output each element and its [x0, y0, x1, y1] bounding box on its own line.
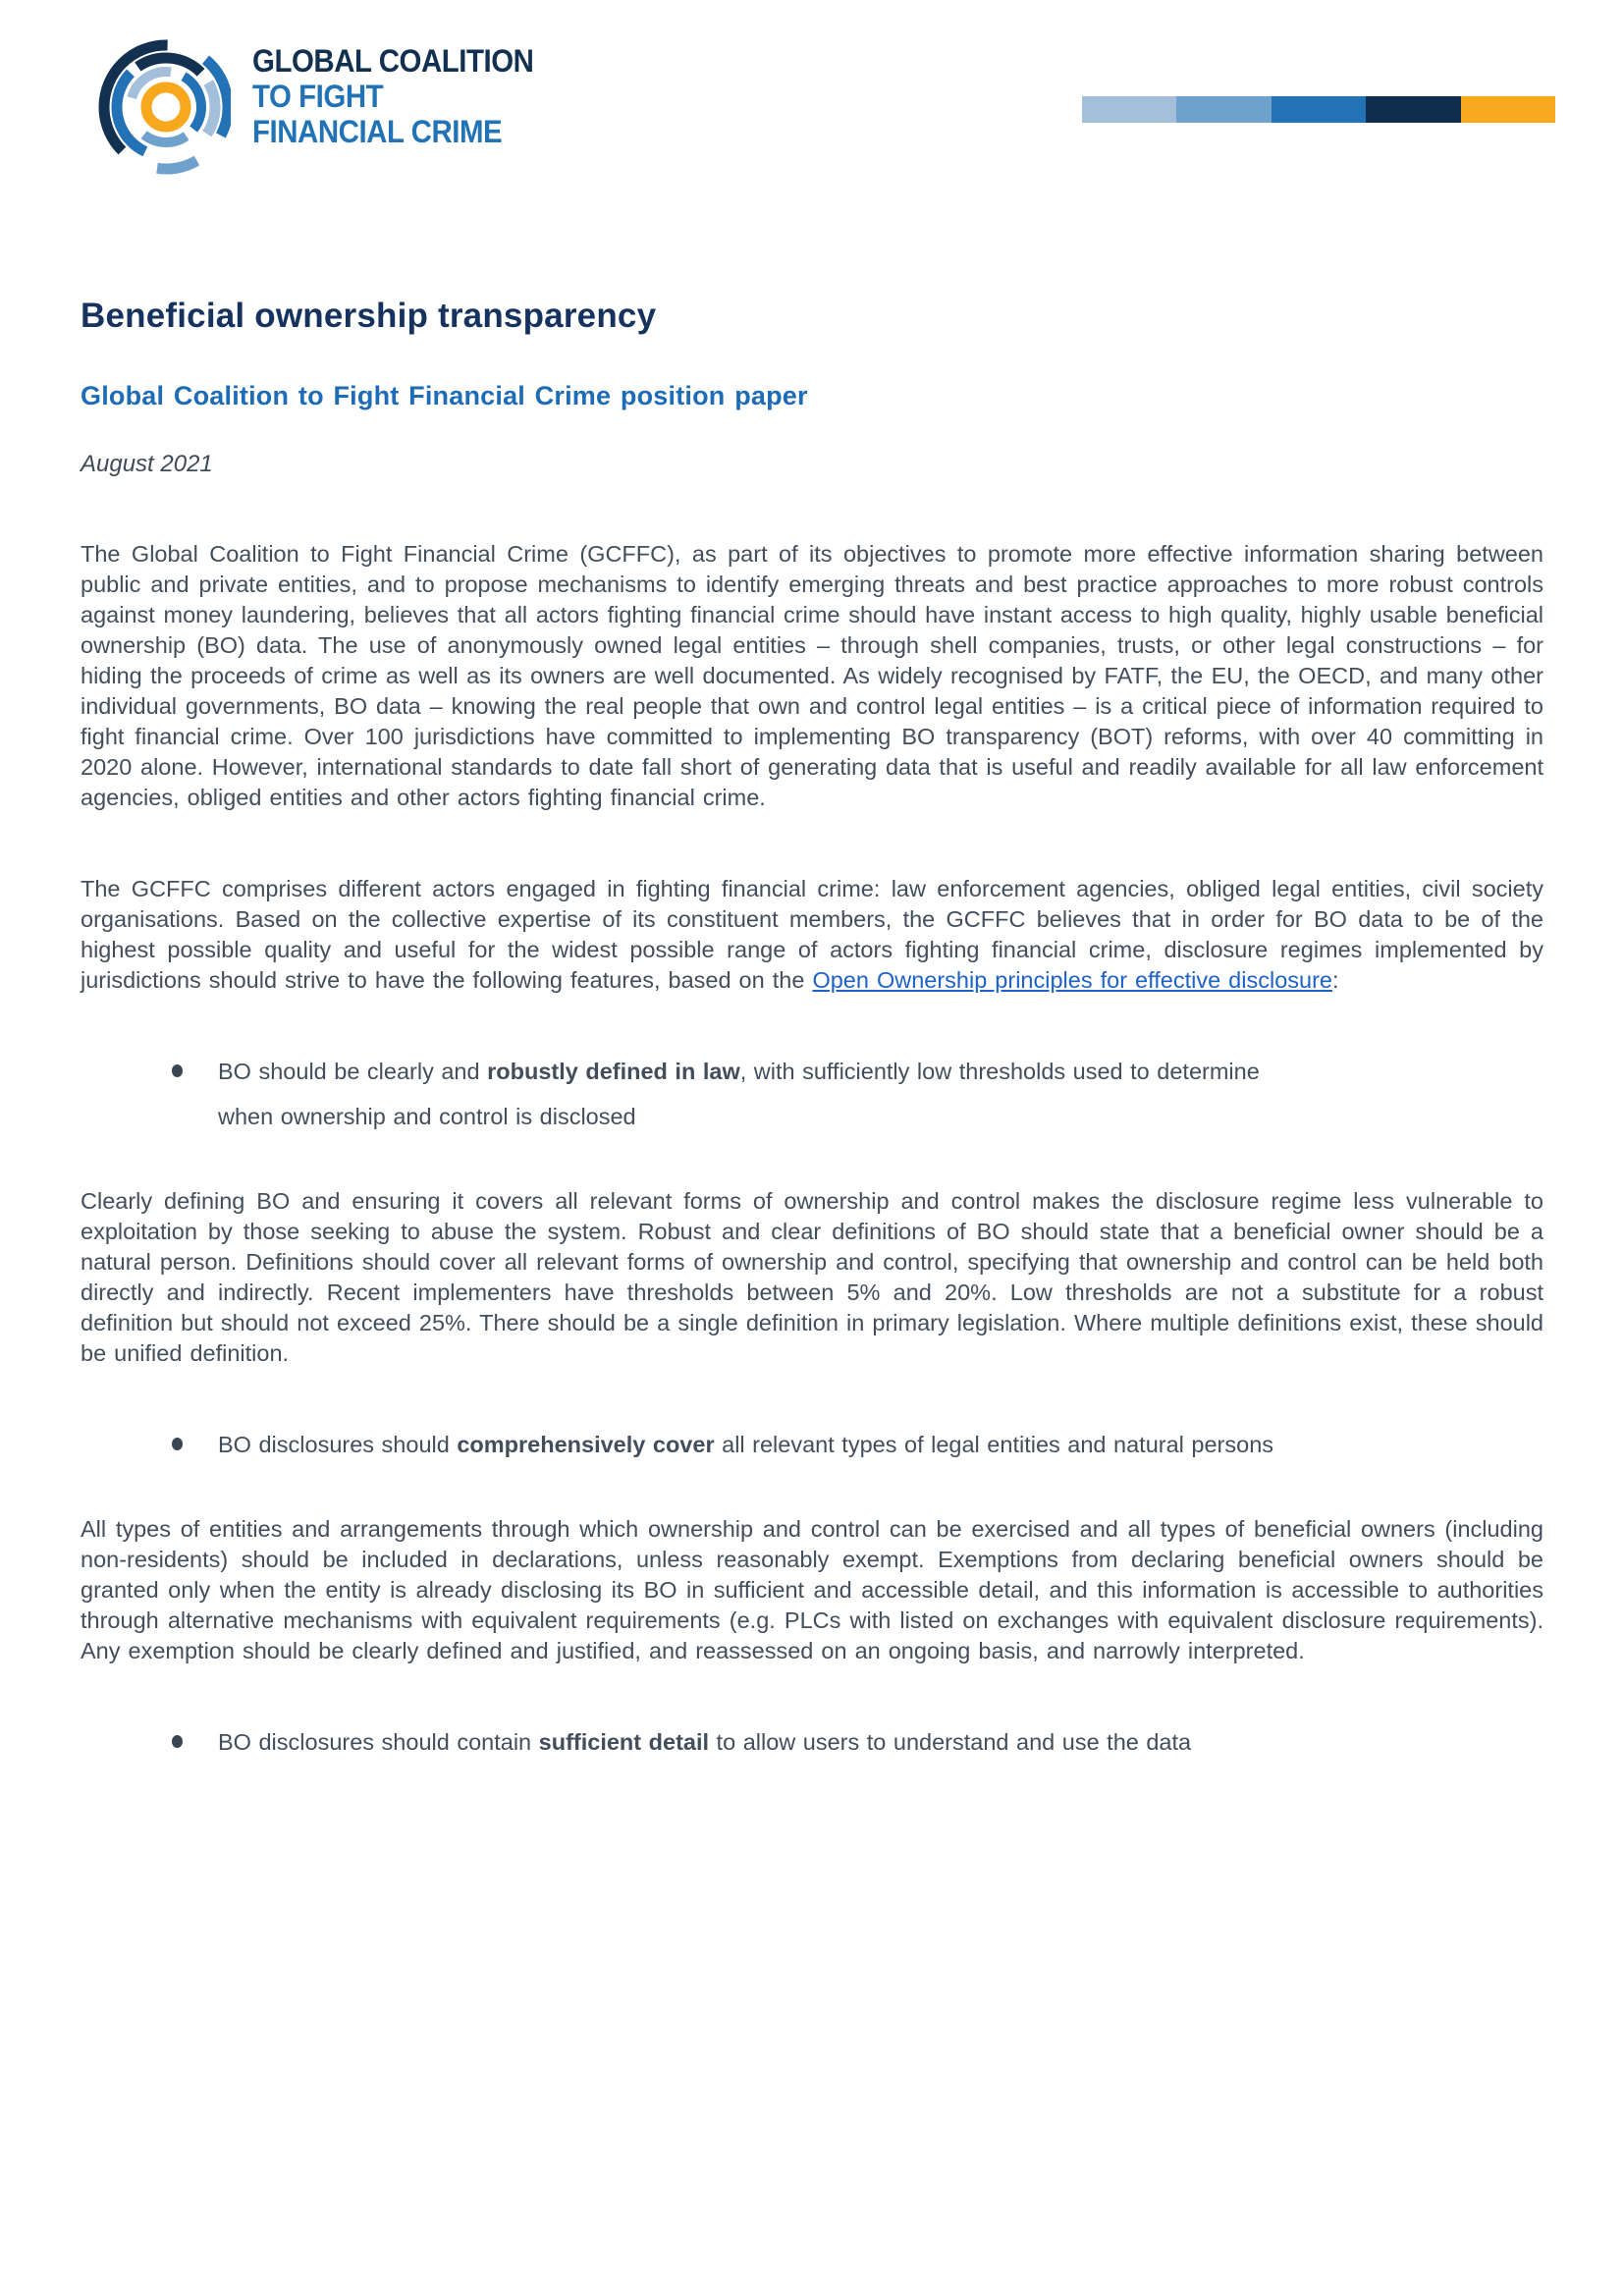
paragraph-gcffc-colon: : — [1331, 967, 1339, 993]
gcffc-logo-wordmark — [252, 43, 533, 149]
bullet-text-pre: BO disclosures should — [218, 1432, 458, 1457]
bullet-sufficient-detail-text — [218, 1719, 1191, 1765]
bullet-text-pre: BO disclosures should contain — [218, 1729, 539, 1755]
bullet-text-pre: BO should be clearly and — [218, 1059, 488, 1084]
bullet-icon — [172, 1064, 183, 1077]
open-ownership-principles-link[interactable]: Open Ownership principles for effective disclosure — [812, 967, 1332, 993]
bar-segment-blue — [1272, 96, 1366, 123]
bullet-text-post: , with sufficiently low thresholds used to determine when ownership and control is disclosed — [218, 1059, 1260, 1129]
doc-subtitle: Global Coalition to Fight Financial Crime position paper — [81, 381, 808, 410]
bullet-icon — [172, 1438, 183, 1450]
document-body — [0, 297, 1624, 1765]
paragraph-all-entities: All types of entities and arrangements through which ownership and control can be exercised and all types of beneficial owners (including non-residents) should be included in declarations, unless reasonably exempt. Exemptions from declaring beneficial owners should be granted only when the entity is already disclosing its BO in sufficient and accessible detail, and this information is accessible to authorities through alternative mechanisms with equivalent requirements (e.g. PLCs with listed on exchanges with equivalent disclosure requirements). Any exemption should be clearly defined and justified, and reassessed on an ongoing basis, and narrowly interpreted. — [81, 1516, 1543, 1663]
paragraph-gcffc-features — [81, 874, 1543, 996]
bar-segment-orange — [1461, 96, 1555, 123]
logo-line-1: GLOBAL COALITION — [252, 43, 534, 79]
bullet-icon — [172, 1735, 183, 1748]
bullet-text-bold: sufficient detail — [538, 1729, 710, 1755]
gcffc-logo — [93, 35, 558, 175]
bullet-text-post: to allow users to understand and use the data — [709, 1729, 1192, 1755]
paragraph-intro: The Global Coalition to Fight Financial Crime (GCFFC), as part of its objectives to promote more effective information sharing between public and private entities, and to propose mechanisms to identify emerging threats and best practice approaches to more robust controls against money laundering, believes that all actors fighting financial crime should have instant access to high quality, highly usable beneficial ownership (BO) data. The use of anonymously owned legal entities – through shell companies, trusts, or other legal constructions – for hiding the proceeds of crime as well as its owners are well documented. As widely recognised by FATF, the EU, the OECD, and many other individual governments, BO data – knowing the real people that own and control legal entities – is a critical piece of information required to fight financial crime. Over 100 jurisdictions have committed to implementing BO transparency (BOT) reforms, with over 40 committing in 2020 alone. However, international standards to date fall short of generating data that is useful and readily available for all law enforcement agencies, obliged entities and other actors fighting financial crime. — [81, 541, 1543, 810]
bar-segment-navy — [1366, 96, 1460, 123]
logo-line-2: TO FIGHT — [252, 79, 384, 114]
paragraph-gcffc-text: The GCFFC comprises different actors engaged in fighting financial crime: law enforcement agencies, obliged legal entities, civil society organisations. Based on the collective expertise of its constituent members, the GCFFC believes that in order for BO data to be of the highest possible quality and useful for the widest possible range of actors fighting financial crime, disclosure regimes implemented by jurisdictions should strive to have the following features, based on the — [81, 876, 1543, 993]
bullet-text-bold: comprehensively cover — [457, 1432, 715, 1457]
paragraph-defining-bo: Clearly defining BO and ensuring it covers all relevant forms of ownership and control makes the disclosure regime less vulnerable to exploitation by those seeking to abuse the system. Robust and clear definitions of BO should state that a beneficial owner should be a natural person. Definitions should cover all relevant forms of ownership and control, specifying that ownership and control can be held both directly and indirectly. Recent implementers have thresholds between 5% and 20%. Low thresholds are not a substitute for a robust definition but should not exceed 25%. There should be a single definition in primary legislation. Where multiple definitions exist, these should be unified definition. — [81, 1188, 1543, 1366]
bullet-sufficient-detail — [81, 1719, 1543, 1765]
bullet-comprehensively-cover — [81, 1422, 1543, 1467]
page-title: Beneficial ownership transparency — [81, 297, 657, 335]
bullet-comprehensively-cover-text — [218, 1422, 1273, 1467]
gcffc-logo-icon — [93, 35, 231, 175]
bar-segment-light-blue — [1176, 96, 1271, 123]
bullet-text-bold: robustly defined in law — [487, 1059, 740, 1084]
brand-color-bar — [1082, 96, 1555, 123]
bullet-robustly-defined — [81, 1049, 1543, 1139]
doc-date: August 2021 — [81, 451, 213, 477]
bar-segment-pale-blue — [1082, 96, 1176, 123]
bullet-robustly-defined-text — [218, 1049, 1283, 1139]
bullet-text-post: all relevant types of legal entities and natural persons — [714, 1432, 1274, 1457]
masthead — [0, 0, 1624, 175]
logo-line-3: FINANCIAL CRIME — [252, 114, 503, 149]
